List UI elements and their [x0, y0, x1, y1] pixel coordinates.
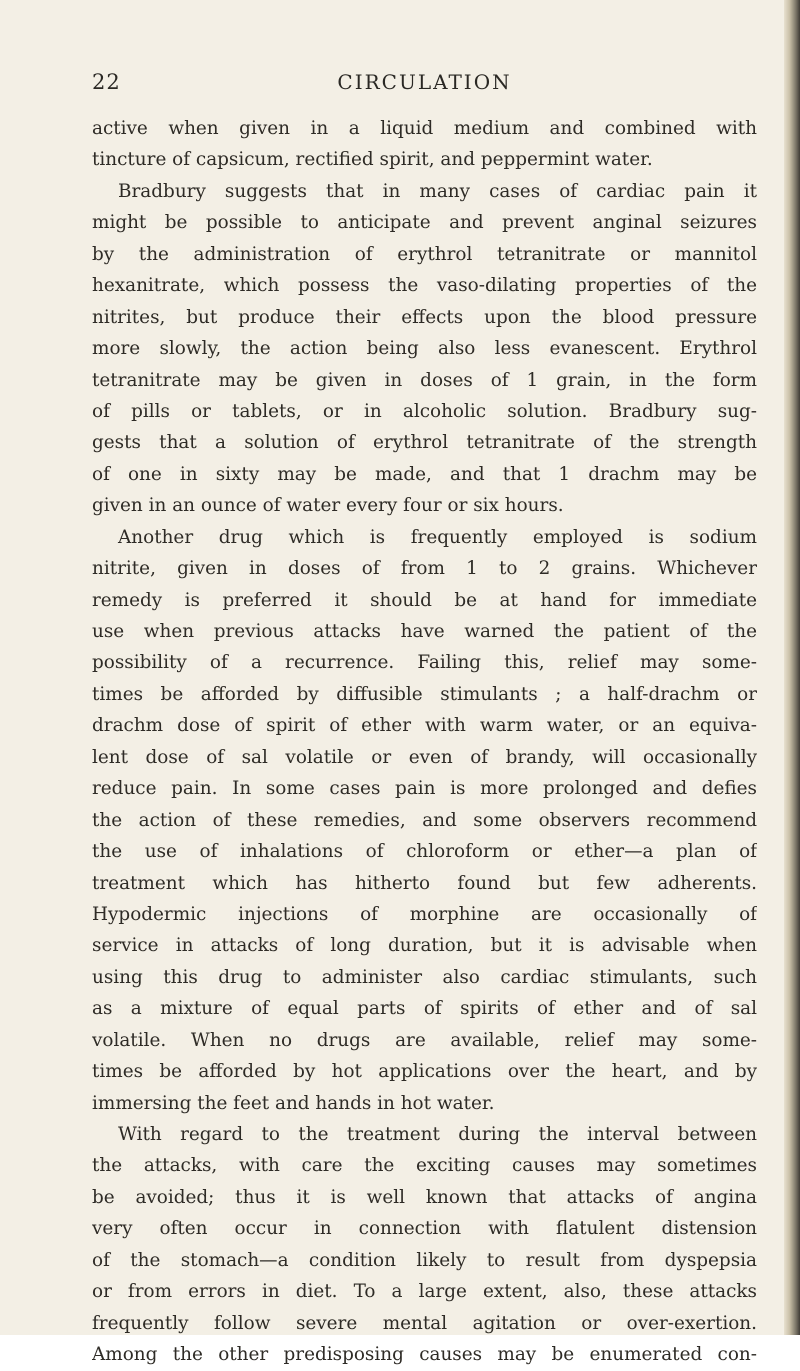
text-line: Hypodermic injections of morphine are occasionally of	[92, 903, 757, 925]
text-line: hexanitrate, which possess the vaso-dilating properties of the	[92, 275, 757, 297]
text-line: as a mixture of equal parts of spirits of ether and of sal	[92, 998, 757, 1020]
text-line: drachm dose of spirit of ether with warm water, or an equiva-	[92, 715, 757, 737]
text-line: be avoided; thus it is well known that attacks of angina	[92, 1186, 757, 1208]
text-line: remedy is preferred it should be at hand for immediate	[92, 589, 757, 611]
text-line: possibility of a recurrence. Failing this, relief may some-	[92, 652, 757, 674]
text-line: volatile. When no drugs are available, relief may some-	[92, 1029, 757, 1051]
text-line: use when previous attacks have warned the patient of the	[92, 621, 757, 642]
text-line: times be afforded by hot applications over the heart, and by	[92, 1061, 757, 1083]
text-line: given in an ounce of water every four or six hours.	[92, 495, 564, 517]
text-line: Bradbury suggests that in many cases of cardiac pain it	[118, 180, 757, 202]
text-line: active when given in a liquid medium and combined with	[92, 118, 757, 139]
text-line: of the stomach—a condition likely to result from dyspepsia	[92, 1249, 757, 1271]
text-line: of pills or tablets, or in alcoholic solution. Bradbury sug-	[92, 400, 757, 422]
text-line: tincture of capsicum, rectified spirit, and peppermint water.	[92, 149, 653, 171]
text-line: gests that a solution of erythrol tetranitrate of the strength	[92, 432, 757, 454]
text-line: Among the other predisposing causes may be enumerated con-	[92, 1344, 757, 1366]
text-line: by the administration of erythrol tetranitrate or mannitol	[92, 243, 757, 265]
text-line: reduce pain. In some cases pain is more prolonged and defies	[92, 778, 757, 800]
text-line: using this drug to administer also cardiac stimulants, such	[92, 966, 757, 988]
text-line: nitrite, given in doses of from 1 to 2 grains. Whichever	[92, 558, 757, 580]
text-line: the action of these remedies, and some observers recommend	[92, 809, 757, 831]
text-line: Another drug which is frequently employed is sodium	[118, 526, 757, 548]
page-number: 22	[92, 70, 121, 94]
text-line: immersing the feet and hands in hot water.	[92, 1092, 495, 1114]
text-line: of one in sixty may be made, and that 1 drachm may be	[92, 463, 757, 485]
text-line: service in attacks of long duration, but it is advisable when	[92, 935, 757, 957]
text-line: the attacks, with care the exciting causes may sometimes	[92, 1155, 757, 1177]
text-line: With regard to the treatment during the interval between	[118, 1124, 757, 1145]
text-line: the use of inhalations of chloroform or ether—a plan of	[92, 841, 757, 863]
text-line: very often occur in connection with flatulent distension	[92, 1218, 757, 1240]
text-line: times be afforded by diffusible stimulants ; a half-drachm or	[92, 683, 757, 705]
text-line: more slowly, the action being also less evanescent. Erythrol	[92, 338, 757, 360]
page-binding-edge	[784, 0, 800, 1335]
text-line: treatment which has hitherto found but few adherents.	[92, 872, 757, 894]
text-line: lent dose of sal volatile or even of brandy, will occasionally	[92, 746, 757, 768]
text-line: nitrites, but produce their effects upon the blood pressure	[92, 306, 757, 328]
running-head: CIRCULATION	[337, 70, 512, 94]
page-header	[92, 70, 757, 100]
body-text	[92, 113, 757, 1371]
text-line: or from errors in diet. To a large extent, also, these attacks	[92, 1281, 757, 1303]
text-line: might be possible to anticipate and prevent anginal seizures	[92, 212, 757, 234]
text-line: frequently follow severe mental agitation or over-exertion.	[92, 1312, 757, 1334]
text-line: tetranitrate may be given in doses of 1 grain, in the form	[92, 369, 757, 391]
